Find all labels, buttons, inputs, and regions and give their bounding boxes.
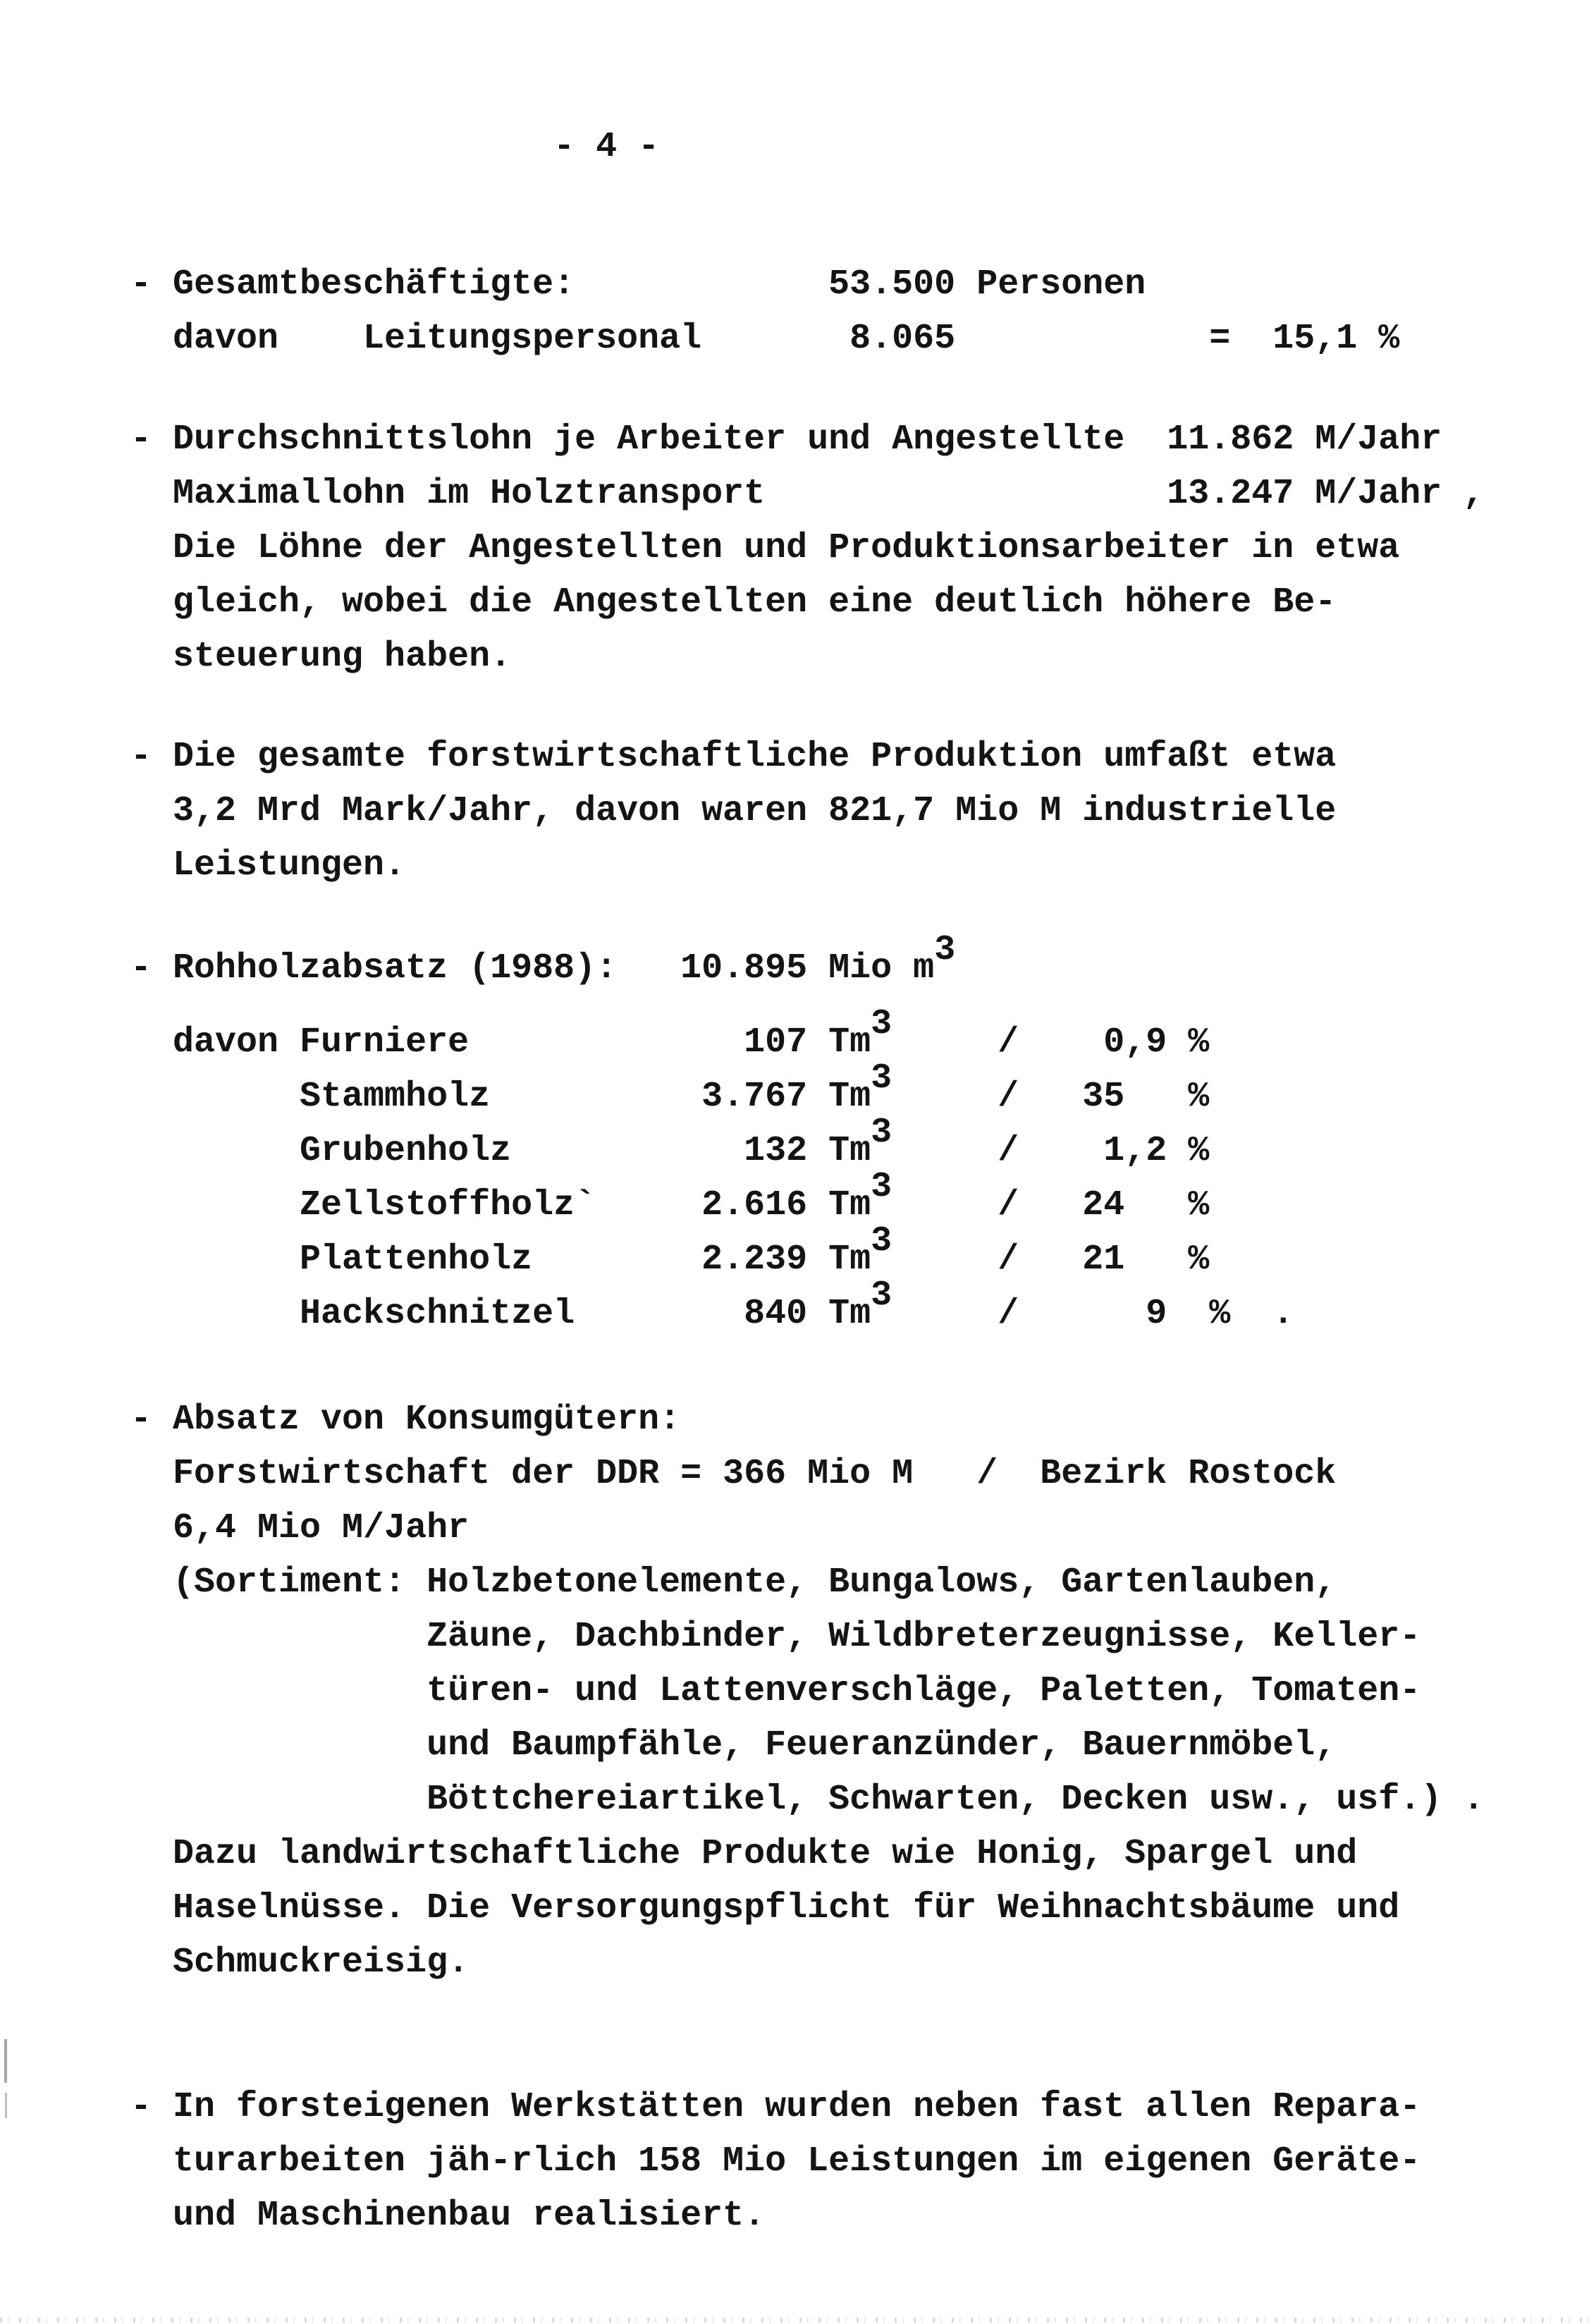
section-produktion — [130, 730, 1589, 893]
text-line: und Baumpfähle, Feueranzünder, Bauernmöbel, — [130, 1725, 1337, 1766]
superscript-3: 3 — [871, 1167, 892, 1207]
row-percent: / 35 % — [892, 1077, 1210, 1117]
section-durchschnittslohn — [130, 412, 1589, 684]
text-line: gleich, wobei die Angestellten eine deutlich höhere Be- — [130, 582, 1337, 623]
row-percent: / 0,9 % — [892, 1022, 1210, 1063]
row-label-value: Zellstoffholz` 2.616 Tm — [130, 1185, 871, 1225]
section-werkstaetten — [130, 2080, 1589, 2243]
text-line: Forstwirtschaft der DDR = 366 Mio M / Bezirk Rostock — [130, 1454, 1337, 1494]
superscript-3: 3 — [871, 1221, 892, 1261]
text-line: Haselnüsse. Die Versorgungspflicht für Weihnachtsbäume und — [130, 1888, 1400, 1928]
text-line: - Absatz von Konsumgütern: — [130, 1400, 681, 1440]
row-label-value: davon Furniere 107 Tm — [130, 1022, 871, 1063]
text-line: davon Leitungspersonal 8.065 = 15,1 % — [130, 319, 1400, 359]
table-row — [130, 1167, 1589, 1233]
text-line: 3,2 Mrd Mark/Jahr, davon waren 821,7 Mio M industrielle — [130, 791, 1337, 831]
superscript-3: 3 — [871, 1004, 892, 1044]
text-line: Maximallohn im Holztransport 13.247 M/Jahr , — [130, 474, 1485, 514]
text-line: steuerung haben. — [130, 637, 512, 677]
text-line: Die Löhne der Angestellten und Produktionsarbeiter in etwa — [130, 528, 1400, 568]
table-row — [130, 1058, 1589, 1124]
superscript-3: 3 — [871, 1058, 892, 1099]
scan-noise — [0, 2318, 1589, 2323]
table-row — [130, 1276, 1589, 1341]
text-line: 6,4 Mio M/Jahr — [130, 1508, 470, 1548]
section-konsumgueter — [130, 1393, 1589, 1990]
text-line: - In forsteigenen Werkstätten wurden neben fast allen Repara- — [130, 2087, 1421, 2127]
text-line: und Maschinenbau realisiert. — [130, 2196, 766, 2236]
rohholz-header — [130, 930, 1589, 996]
row-percent: / 1,2 % — [892, 1131, 1210, 1171]
text-line: Zäune, Dachbinder, Wildbreterzeugnisse, Keller- — [130, 1617, 1421, 1657]
superscript-3: 3 — [871, 1113, 892, 1153]
row-label-value: Grubenholz 132 Tm — [130, 1131, 871, 1171]
text-line: türen- und Lattenverschläge, Paletten, Tomaten- — [130, 1671, 1421, 1711]
section-rohholzabsatz — [130, 930, 1589, 1341]
superscript-3: 3 — [871, 1276, 892, 1316]
table-row — [130, 1004, 1589, 1070]
text-line: Böttchereiartikel, Schwarten, Decken usw., usf.) . — [130, 1780, 1485, 1820]
superscript-3: 3 — [934, 930, 956, 970]
table-row — [130, 1113, 1589, 1178]
rohholz-header-text: - Rohholzabsatz (1988): 10.895 Mio m — [130, 948, 935, 989]
table-row — [130, 1221, 1589, 1287]
row-label-value: Plattenholz 2.239 Tm — [130, 1240, 871, 1280]
text-line: - Durchschnittslohn je Arbeiter und Angestellte 11.862 M/Jahr — [130, 420, 1442, 460]
row-label-value: Stammholz 3.767 Tm — [130, 1077, 871, 1117]
section-gesamtbeschaeftigte — [130, 257, 1589, 366]
page-number: - 4 - — [130, 127, 660, 167]
text-line: Leistungen. — [130, 845, 406, 886]
text-line: Dazu landwirtschaftliche Produkte wie Honig, Spargel und — [130, 1834, 1358, 1874]
text-line: Schmuckreisig. — [130, 1943, 470, 1983]
row-percent: / 24 % — [892, 1185, 1210, 1225]
row-percent: / 9 % . — [892, 1294, 1294, 1334]
scan-artifact — [5, 2093, 7, 2118]
text-line: - Die gesamte forstwirtschaftliche Produktion umfaßt etwa — [130, 737, 1337, 777]
text-line: (Sortiment: Holzbetonelemente, Bungalows, Gartenlauben, — [130, 1562, 1337, 1603]
text-line: turarbeiten jäh-rlich 158 Mio Leistungen im eigenen Geräte- — [130, 2141, 1421, 2182]
row-label-value: Hackschnitzel 840 Tm — [130, 1294, 871, 1334]
row-percent: / 21 % — [892, 1240, 1210, 1280]
scan-artifact — [4, 2039, 7, 2083]
text-line: - Gesamtbeschäftigte: 53.500 Personen — [130, 264, 1146, 305]
